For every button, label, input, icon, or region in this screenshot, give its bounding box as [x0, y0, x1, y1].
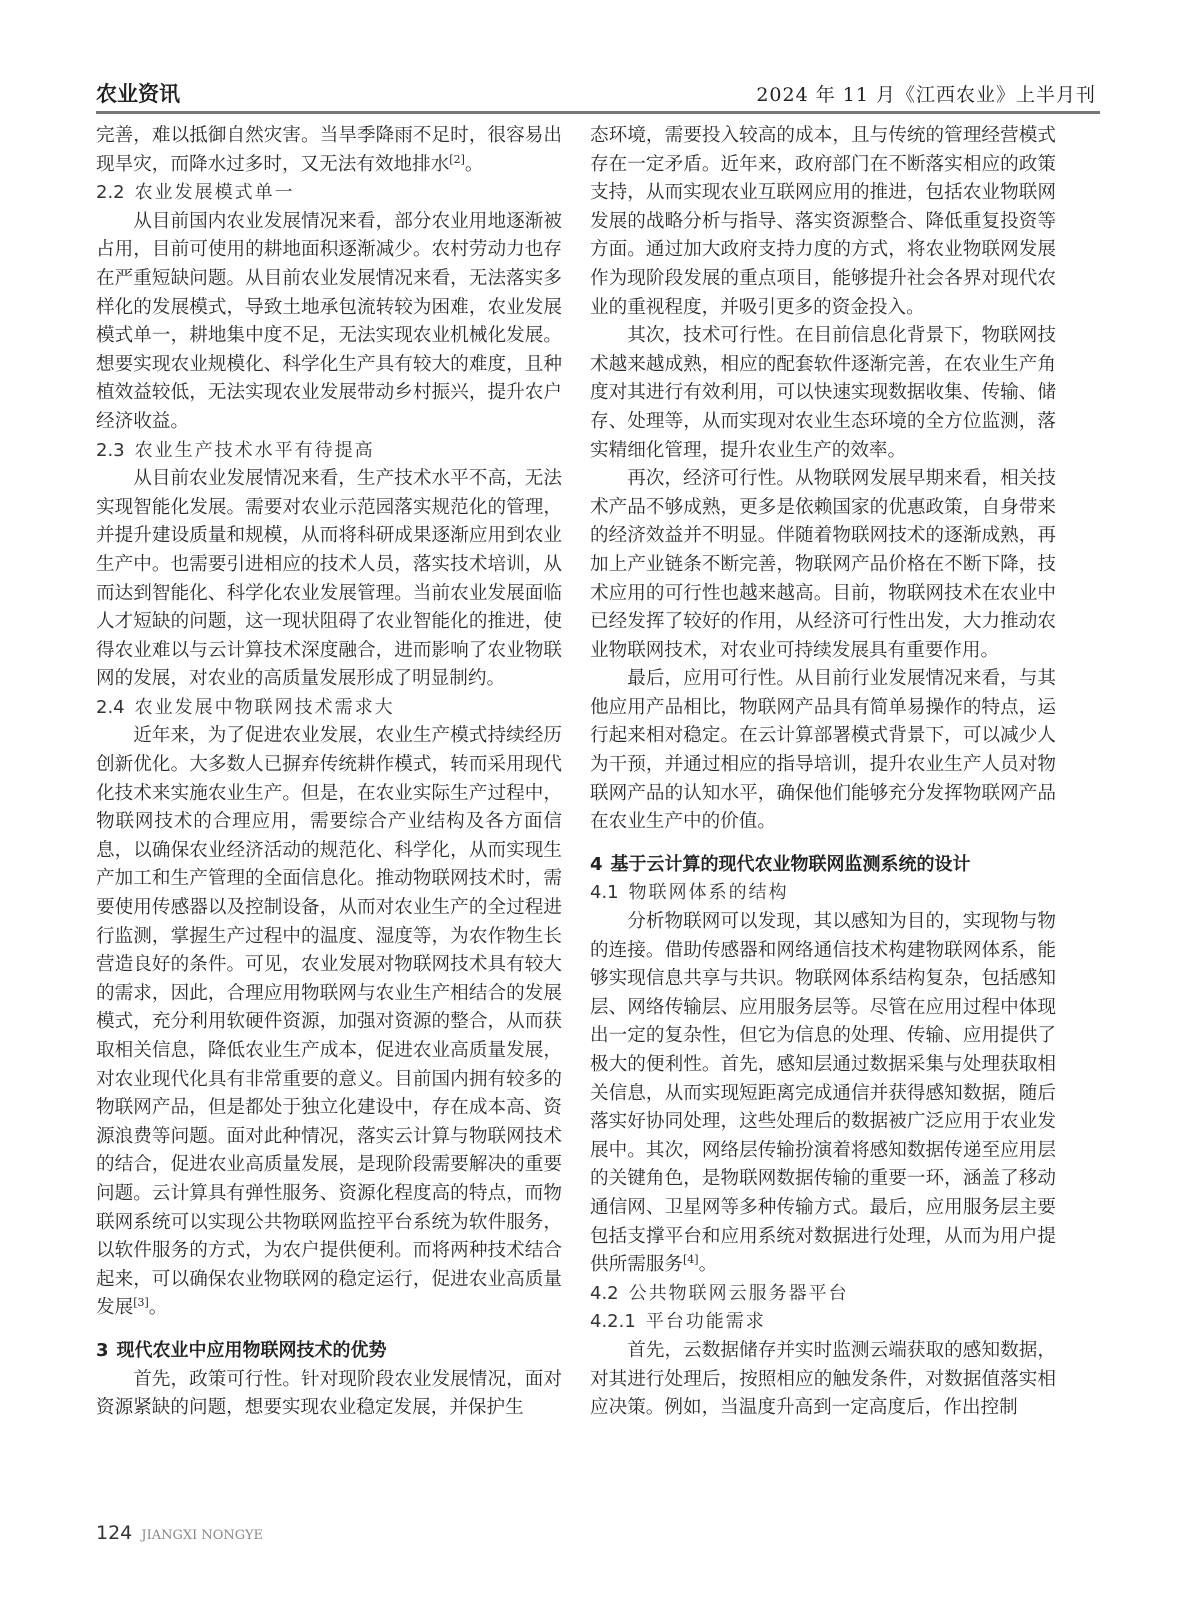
paragraph-text: 分析物联网可以发现，其以感知为目的，实现物与物的连接。借助传感器和网络通信技术构建物联网体系，能够实现信息共享与共识。物联网体系结构复杂，包括感知层、网络传输层、应用服务层等。尽管在应用过程中体现出一定的复杂性，但它为信息的处理、传输、应用提供了极大的便利性。首先，感知层通过数据采集与处理获取相关信息，从而实现短距离完成通信并获得感知数据，随后落实好协同处理，这些处理后的数据被广泛应用于农业发展中。其次，网络层传输扮演着将感知数据传递至应用层的关键角色，是物联网数据传输的重要一环，涵盖了移动通信网、卫星网等多种传输方式。最后，应用服务层主要包括支撑平台和应用系统对数据进行处理，从而为用户提供所需服务 — [590, 911, 1056, 1276]
heading-text: 公共物联网云服务器平台 — [628, 1282, 849, 1304]
heading-text: 现代农业中应用物联网技术的优势 — [116, 1339, 387, 1361]
subsection-heading — [96, 179, 562, 208]
heading-number: 4.2.1 — [590, 1311, 636, 1333]
subsection-heading — [96, 437, 562, 466]
paragraph-text: 首先，云数据储存并实时监测云端获取的感知数据，对其进行处理后，按照相应的触发条件，对数据值落实相应决策。例如，当温度升高到一定高度后，作出控制 — [590, 1339, 1056, 1419]
paragraph-end: 。 — [148, 1297, 168, 1319]
subsection-heading — [96, 694, 562, 723]
heading-number: 3 — [96, 1339, 109, 1361]
heading-text: 平台功能需求 — [645, 1311, 766, 1333]
paragraph-end: 。 — [698, 1254, 718, 1276]
paragraph — [96, 465, 562, 694]
citation-ref: [4] — [682, 1252, 699, 1266]
paragraph-text: 从目前国内农业发展情况来看，部分农业用地逐渐被占用，目前可使用的耕地面积逐渐减少。农村劳动力也存在严重短缺问题。从目前农业发展情况来看，无法落实多样化的发展模式，导致土地承包流转较为困难，农业发展模式单一，耕地集中度不足，无法实现农业机械化发展。想要实现农业规模化、科学化生产具有较大的难度，且种植效益较低，无法实现农业发展带动乡村振兴，提升农户经济收益。 — [96, 210, 562, 432]
heading-text: 基于云计算的现代农业物联网监测系统的设计 — [610, 853, 971, 875]
paragraph — [590, 665, 1056, 837]
heading-number: 4 — [590, 853, 603, 875]
header-rule — [96, 111, 1100, 114]
paragraph — [96, 722, 562, 1322]
section-name: 农业资讯 — [96, 82, 180, 106]
citation-ref: [3] — [133, 1296, 149, 1310]
section-heading — [96, 1337, 562, 1366]
paragraph-text: 最后，应用可行性。从目前行业发展情况来看，与其他应用产品相比，物联网产品具有简单易操作的特点，运行起来相对稳定。在云计算部署模式背景下，可以减少人为干预，并通过相应的指导培训，提升农业生产人员对物联网产品的认知水平，确保他们能够充分发挥物联网产品在农业生产中的价值。 — [590, 668, 1056, 833]
paragraph-text: 从目前农业发展情况来看，生产技术水平不高，无法实现智能化发展。需要对农业示范园落实规范化的管理，并提升建设质量和规模，从而将科研成果逐渐应用到农业生产中。也需要引进相应的技术人员，落实技术培训，从而达到智能化、科学化农业发展管理。当前农业发展面临人才短缺的问题，这一现状阻碍了农业智能化的推进，使得农业难以与云计算技术深度融合，进而影响了农业物联网的发展，对农业的高质量发展形成了明显制约。 — [96, 468, 562, 690]
section-heading — [590, 851, 1056, 880]
heading-number: 2.2 — [96, 182, 125, 204]
paragraph — [590, 908, 1056, 1280]
paragraph-end: 。 — [464, 153, 484, 175]
paragraph — [96, 208, 562, 437]
paragraph — [590, 465, 1056, 665]
page-number: 124 — [96, 1522, 133, 1544]
subsection-heading — [590, 1280, 1056, 1309]
heading-number: 4.2 — [590, 1282, 619, 1304]
left-column — [96, 122, 562, 1423]
citation-ref: [2] — [449, 152, 465, 166]
paragraph-text: 首先，政策可行性。针对现阶段农业发展情况，面对资源紧缺的问题，想要实现农业稳定发展，并保护生 — [96, 1368, 562, 1419]
subsection-heading — [590, 879, 1056, 908]
paragraph — [590, 122, 1056, 322]
heading-text: 物联网体系的结构 — [628, 882, 789, 904]
paragraph — [96, 1366, 562, 1423]
paragraph-text: 近年来，为了促进农业发展，农业生产模式持续经历创新优化。大多数人已摒弃传统耕作模式，转而采用现代化技术来实施农业生产。但是，在农业实际生产过程中，物联网技术的合理应用，需要综合产业结构及各方面信息，以确保农业经济活动的规范化、科学化，从而实现生产加工和生产管理的全面信息化。推动物联网技术时，需要使用传感器以及控制设备，从而对农业生产的全过程进行监测，掌握生产过程中的温度、湿度等，为农作物生长营造良好的条件。可见，农业发展对物联网技术具有较大的需求，因此，合理应用物联网与农业生产相结合的发展模式，充分利用软硬件资源，加强对资源的整合，从而获取相关信息，降低农业生产成本，促进农业高质量发展，对农业现代化具有非常重要的意义。目前国内拥有较多的物联网产品，但是都处于独立化建设中，存在成本高、资源浪费等问题。面对此种情况，落实云计算与物联网技术的结合，促进农业高质量发展，是现阶段需要解决的重要问题。云计算具有弹性服务、资源化程度高的特点，而物联网系统可以实现公共物联网监控平台系统为软件服务，以软件服务的方式，为农户提供便利。而将两种技术结合起来，可以确保农业物联网的稳定运行，促进农业高质量发展 — [96, 725, 562, 1319]
heading-number: 2.3 — [96, 439, 125, 461]
paragraph — [590, 1337, 1056, 1423]
subsection-heading — [590, 1308, 1056, 1337]
paragraph — [96, 122, 562, 179]
heading-text: 农业发展模式单一 — [134, 182, 295, 204]
page-footer — [96, 1522, 263, 1544]
issue-info: 2024 年 11 月《江西农业》上半月刊 — [756, 84, 1096, 106]
heading-number: 4.1 — [590, 882, 619, 904]
paragraph-text: 态环境，需要投入较高的成本，且与传统的管理经营模式存在一定矛盾。近年来，政府部门在不断落实相应的政策支持，从而实现农业互联网应用的推进，包括农业物联网发展的战略分析与指导、落实资源整合、降低重复投资等方面。通过加大政府支持力度的方式，将农业物联网发展作为现阶段发展的重点项目，能够提升社会各界对现代农业的重视程度，并吸引更多的资金投入。 — [590, 125, 1056, 318]
magazine-name: JIANGXI NONGYE — [141, 1528, 264, 1543]
heading-number: 2.4 — [96, 696, 125, 718]
right-column — [590, 122, 1056, 1423]
heading-text: 农业发展中物联网技术需求大 — [134, 696, 395, 718]
paragraph-text: 再次，经济可行性。从物联网发展早期来看，相关技术产品不够成熟，更多是依赖国家的优惠政策，自身带来的经济效益并不明显。伴随着物联网技术的逐渐成熟，再加上产业链条不断完善，物联网产品价格在不断下降，技术应用的可行性也越来越高。目前，物联网技术在农业中已经发挥了较好的作用，从经济可行性出发，大力推动农业物联网技术，对农业可持续发展具有重要作用。 — [590, 468, 1056, 661]
paragraph — [590, 322, 1056, 465]
paragraph-text: 其次，技术可行性。在目前信息化背景下，物联网技术越来越成熟，相应的配套软件逐渐完善，在农业生产角度对其进行有效利用，可以快速实现数据收集、传输、储存、处理等，从而实现对农业生态环境的全方位监测，落实精细化管理，提升农业生产的效率。 — [590, 325, 1056, 461]
running-header — [96, 78, 1096, 112]
heading-text: 农业生产技术水平有待提高 — [134, 439, 375, 461]
paragraph-text: 完善，难以抵御自然灾害。当旱季降雨不足时，很容易出现旱灾，而降水过多时，又无法有效地排水 — [96, 125, 562, 175]
